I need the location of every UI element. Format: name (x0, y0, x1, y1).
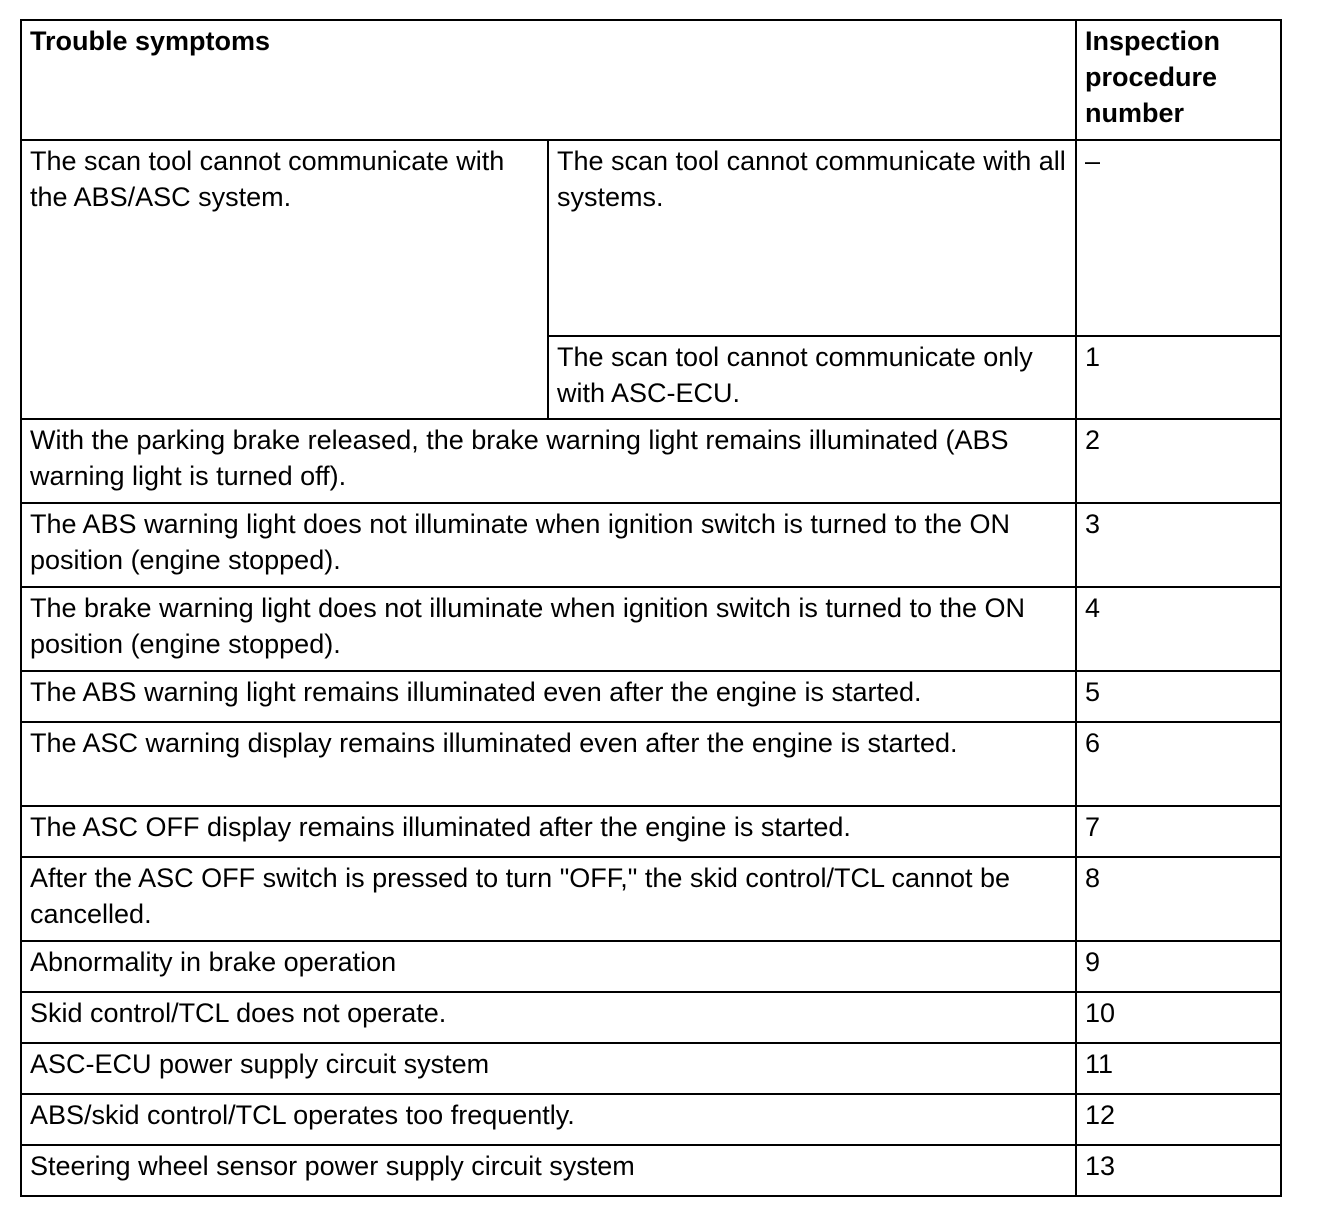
symptom-cell: The scan tool cannot communicate with all systems. (548, 140, 1076, 336)
table-row (21, 419, 1281, 503)
symptom-cell: The scan tool cannot communicate only with ASC-ECU. (548, 336, 1076, 419)
symptom-cell: After the ASC OFF switch is pressed to turn "OFF," the skid control/TCL cannot be cancelled. (21, 857, 1076, 941)
symptom-cell: The ABS warning light does not illuminate when ignition switch is turned to the ON position (engine stopped). (21, 503, 1076, 587)
symptom-cell: ASC-ECU power supply circuit system (21, 1043, 1076, 1094)
symptom-cell: The ASC warning display remains illuminated even after the engine is started. (21, 722, 1076, 806)
symptom-cell: Steering wheel sensor power supply circuit system (21, 1145, 1076, 1196)
procedure-number-cell: 6 (1076, 722, 1281, 806)
symptom-cell: ABS/skid control/TCL operates too frequently. (21, 1094, 1076, 1145)
procedure-number-cell: 10 (1076, 992, 1281, 1043)
procedure-number-cell: 13 (1076, 1145, 1281, 1196)
symptom-cell: The ASC OFF display remains illuminated after the engine is started. (21, 806, 1076, 857)
procedure-number-cell: 3 (1076, 503, 1281, 587)
procedure-number-cell: 4 (1076, 587, 1281, 671)
table-row (21, 806, 1281, 857)
procedure-number-cell: 1 (1076, 336, 1281, 419)
symptom-cell: The brake warning light does not illuminate when ignition switch is turned to the ON position (engine stopped). (21, 587, 1076, 671)
table-row (21, 941, 1281, 992)
procedure-number-cell: – (1076, 140, 1281, 336)
header-trouble-symptoms: Trouble symptoms (21, 20, 1076, 140)
procedure-number-cell: 2 (1076, 419, 1281, 503)
table-row (21, 1145, 1281, 1196)
trouble-symptom-table (20, 19, 1282, 1197)
procedure-number-cell: 5 (1076, 671, 1281, 722)
table-row (21, 140, 1281, 336)
table-row (21, 671, 1281, 722)
symptom-cell: Skid control/TCL does not operate. (21, 992, 1076, 1043)
procedure-number-cell: 9 (1076, 941, 1281, 992)
table-row (21, 722, 1281, 806)
table-row (21, 587, 1281, 671)
table-row (21, 1094, 1281, 1145)
symptom-cell: The ABS warning light remains illuminated even after the engine is started. (21, 671, 1076, 722)
table-row (21, 857, 1281, 941)
table-row (21, 503, 1281, 587)
procedure-number-cell: 7 (1076, 806, 1281, 857)
symptom-cell: Abnormality in brake operation (21, 941, 1076, 992)
table-row (21, 1043, 1281, 1094)
procedure-number-cell: 8 (1076, 857, 1281, 941)
comm-group-label: The scan tool cannot communicate with the ABS/ASC system. (21, 140, 548, 419)
procedure-number-cell: 11 (1076, 1043, 1281, 1094)
header-row (21, 20, 1281, 140)
table-row (21, 992, 1281, 1043)
procedure-number-cell: 12 (1076, 1094, 1281, 1145)
header-inspection-procedure-number: Inspection procedure number (1076, 20, 1281, 140)
symptom-cell: With the parking brake released, the brake warning light remains illuminated (ABS warning light is turned off). (21, 419, 1076, 503)
